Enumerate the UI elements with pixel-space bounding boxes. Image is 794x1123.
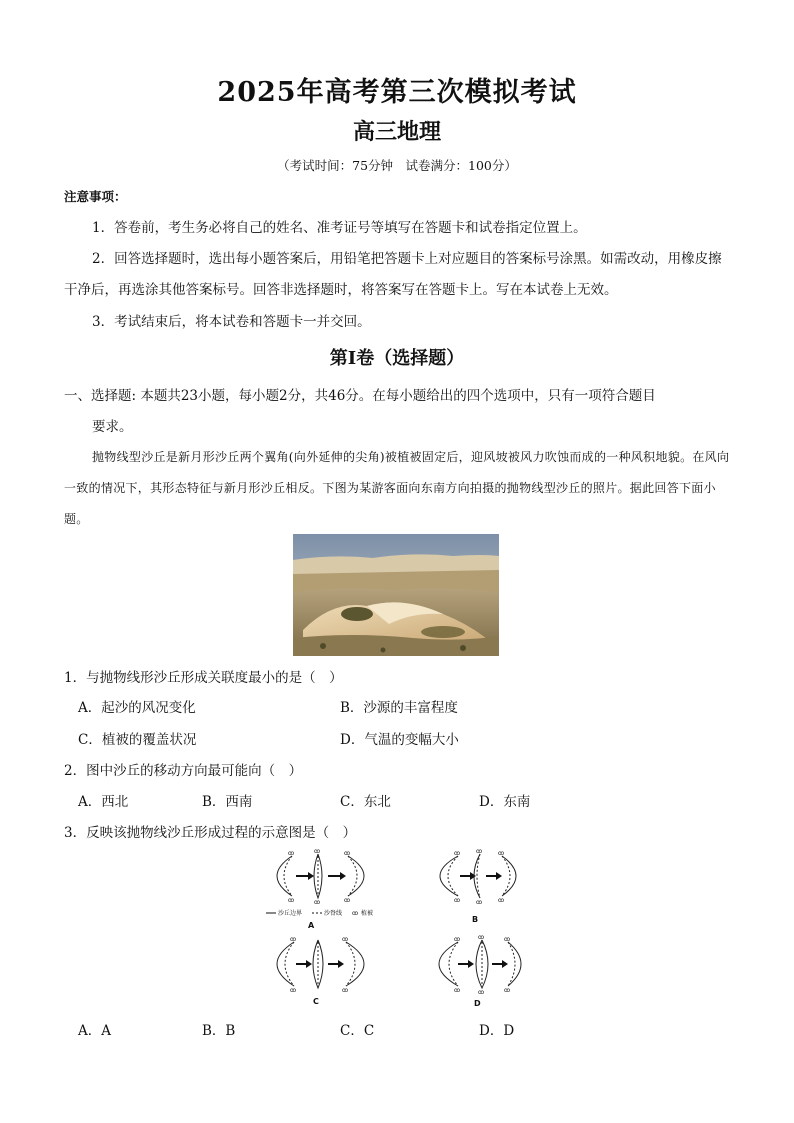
diagram-panel-a [277,848,364,906]
q3-option-b: B．B [202,1023,236,1039]
diagram-legend [266,909,373,917]
svg-text:ꝏ: ꝏ [288,897,295,904]
svg-text:ꝏ: ꝏ [504,936,511,943]
diagram-label-c: C [313,997,319,1006]
q1-option-b: B．沙源的丰富程度 [340,700,458,716]
q2-option-b: B．西南 [202,794,253,810]
svg-text:ꝏ: ꝏ [288,850,295,857]
q2-option-a: A．西北 [78,794,129,810]
svg-text:ꝏ: ꝏ [498,850,505,857]
q1-option-a: A．起沙的风况变化 [78,700,196,716]
svg-text:ꝏ: ꝏ [342,936,349,943]
q2-option-c: C．东北 [340,794,391,810]
q1-option-c: C．植被的覆盖状况 [78,732,197,748]
diagram-label-a: A [308,921,315,930]
svg-text:ꝏ: ꝏ [314,848,321,855]
notice-item-2: 2．回答选择题时，选出每小题答案后，用铅笔把答题卡上对应题目的答案标号涂黑。如需改动，用橡皮擦干净后，再选涂其他答案标号。回答非选择题时，将答案写在答题卡上。写在本试卷上无效。 [64,251,722,298]
svg-text:ꝏ: ꝏ [454,936,461,943]
diagram-label-d: D [474,999,481,1008]
question-1-stem: 1．与抛物线形沙丘形成关联度最小的是（ ） [64,670,343,686]
notice-item-3: 3．考试结束后，将本试卷和答题卡一并交回。 [92,314,371,330]
question-2-stem: 2．图中沙丘的移动方向最可能向（ ） [64,763,303,779]
diagram-panel-c [277,936,364,994]
svg-text:ꝏ: ꝏ [342,987,349,994]
q1-option-d: D．气温的变幅大小 [340,732,459,748]
svg-text:ꝏ: ꝏ [454,850,461,857]
section-intro-line-1: 一、选择题: 本题共23小题，每小题2分，共46分。在每小题给出的四个选项中，只有一项符合题目 [64,388,656,404]
notice-heading: 注意事项： [64,189,127,204]
svg-text:ꝏ: ꝏ [476,899,483,906]
notice-item-1: 1．答卷前，考生务必将自己的姓名、准考证号等填写在答题卡和试卷指定位置上。 [92,220,587,236]
diagram-panel-b [440,848,516,906]
svg-text:ꝏ: ꝏ [344,897,351,904]
legend-dune-boundary: 沙丘边界 [278,910,303,917]
legend-vegetation: 植被 [361,910,374,917]
reading-passage: 抛物线型沙丘是新月形沙丘两个翼角(向外延伸的尖角)被植被固定后，迎风坡被风力吹蚀而成的一种风积地貌。在风向一致的情况下，其形态特征与新月形沙丘相反。下图为某游客面向东南方向拍摄的抛物线型沙丘的照片。据此回答下面小题。 [64,450,730,526]
svg-text:ꝏ: ꝏ [290,987,297,994]
svg-text:ꝏ: ꝏ [454,987,461,994]
dune-formation-diagram [262,846,532,1012]
svg-text:ꝏ: ꝏ [478,934,485,941]
dune-photo [293,534,499,656]
exam-info: （考试时间：75分钟 试卷满分：100分） [277,158,517,173]
page-subtitle: 高三地理 [352,119,441,145]
svg-text:ꝏ: ꝏ [314,899,321,906]
svg-text:ꝏ: ꝏ [478,989,485,996]
section-title: 第Ⅰ卷（选择题） [329,348,465,369]
question-3-stem: 3．反映该抛物线沙丘形成过程的示意图是（ ） [64,825,357,841]
q3-option-a: A．A [78,1023,111,1039]
q3-option-d: D．D [479,1023,515,1039]
svg-text:ꝏ: ꝏ [352,910,359,917]
legend-sand-ridge: 沙脊线 [324,910,343,917]
svg-text:ꝏ: ꝏ [504,987,511,994]
svg-text:ꝏ: ꝏ [498,897,505,904]
section-intro-line-2: 要求。 [92,419,133,435]
q3-option-c: C．C [340,1023,375,1039]
svg-text:ꝏ: ꝏ [290,936,297,943]
svg-text:ꝏ: ꝏ [454,897,461,904]
svg-text:ꝏ: ꝏ [344,850,351,857]
q2-option-d: D．东南 [479,794,531,810]
page-title: 2025年高考第三次模拟考试 [217,77,577,108]
svg-text:ꝏ: ꝏ [476,848,483,855]
dune-photo-image [293,534,499,656]
diagram-label-b: B [472,915,479,924]
diagram-panel-d [439,934,521,996]
section-intro [64,381,736,443]
